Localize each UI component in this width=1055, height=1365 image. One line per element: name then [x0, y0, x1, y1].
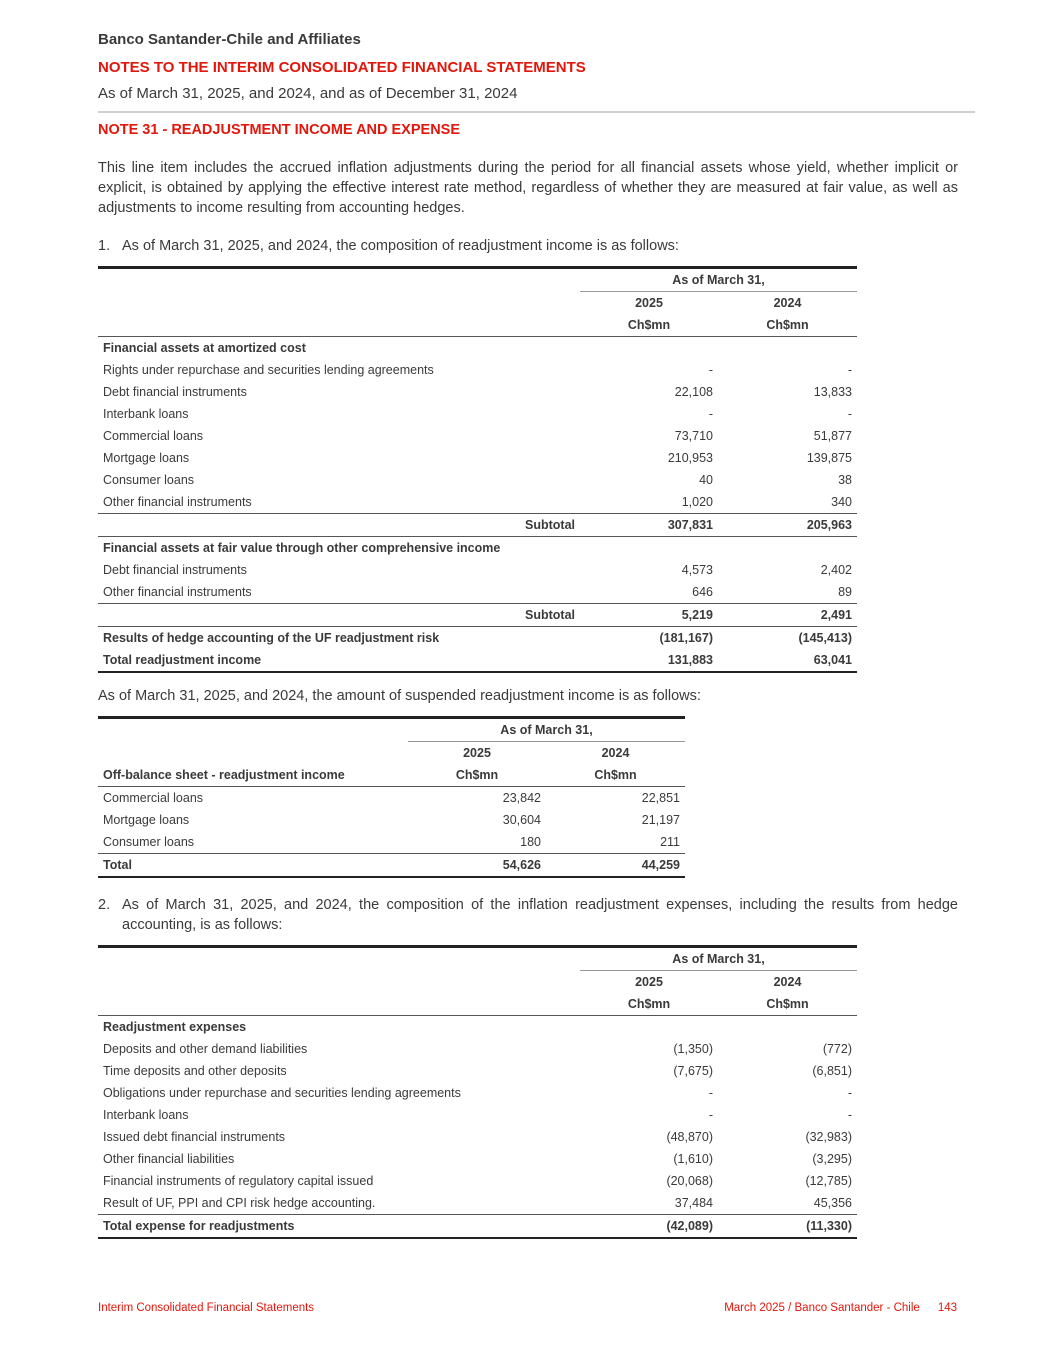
table-row: Other financial liabilities (1,610) (3,295): [103, 1152, 852, 1166]
unit-2024: Ch$mn: [546, 764, 685, 787]
company-name: Banco Santander-Chile and Affiliates: [98, 31, 361, 48]
section-header-row: [98, 537, 857, 560]
table-row: Time deposits and other deposits (7,675) (6,851): [103, 1064, 852, 1078]
section-label: Readjustment expenses: [103, 1020, 247, 1034]
table-row: Issued debt financial instruments (48,870) (32,983): [103, 1130, 852, 1144]
table-row: Financial instruments of regulatory capital issued (20,068) (12,785): [103, 1174, 852, 1188]
page-number: 143: [937, 1302, 957, 1314]
table-year-row: [98, 292, 857, 315]
list-text: As of March 31, 2025, and 2024, the composition of readjustment income is as follows:: [122, 238, 679, 254]
table-row: Interbank loans - -: [103, 1108, 852, 1122]
note-intro-paragraph: This line item includes the accrued inflation adjustments during the period for all financial assets whose yield, whether implicit or explicit, is obtained by applying the effective interest rate method, regardless of whether they are measured at fair value, as well as adjustments to income resulting from accounting hedges.: [98, 160, 958, 216]
suspended-income-table: [98, 716, 685, 878]
group-header: As of March 31,: [580, 947, 857, 971]
footer-document-title: Interim Consolidated Financial Statements: [98, 1302, 315, 1314]
table-row: Consumer loans 180 211: [98, 831, 685, 854]
unit-2025: Ch$mn: [580, 314, 718, 337]
total-row: Total expense for readjustments (42,089) (11,330): [98, 1215, 857, 1239]
list-item-1: [98, 236, 958, 256]
unit-2025: Ch$mn: [580, 993, 718, 1016]
table-row: Result of UF, PPI and CPI risk hedge accounting. 37,484 45,356: [98, 1192, 857, 1215]
readjustment-income-table: [98, 266, 857, 673]
table-group-header-row: [98, 718, 685, 742]
unit-2024: Ch$mn: [718, 314, 857, 337]
year-2024: 2024: [601, 746, 630, 760]
table-row: Obligations under repurchase and securities lending agreements - -: [103, 1086, 852, 1100]
table-row: Rights under repurchase and securities lending agreements - -: [103, 363, 852, 377]
table-row: Other financial instruments 646 89: [98, 581, 857, 604]
section-label: Financial assets at fair value through other comprehensive income: [103, 541, 501, 555]
group-header: As of March 31,: [408, 718, 685, 742]
table-year-row: [98, 971, 857, 994]
readjustment-expense-table: [98, 945, 857, 1239]
year-2024: 2024: [773, 975, 802, 989]
unit-2024: Ch$mn: [718, 993, 857, 1016]
section-header-row: [98, 337, 857, 360]
list-number: 1.: [98, 238, 111, 254]
table-row: Debt financial instruments 4,573 2,402: [103, 563, 852, 577]
year-2024: 2024: [773, 296, 802, 310]
table-row: Debt financial instruments 22,108 13,833: [103, 385, 852, 399]
table-group-header-row: [98, 947, 857, 971]
footer-publication: March 2025 / Banco Santander - Chile: [724, 1302, 920, 1314]
table-row: Other financial instruments 1,020 340: [98, 491, 857, 514]
table-row: Mortgage loans 30,604 21,197: [103, 813, 680, 827]
table-row: Consumer loans 40 38: [103, 473, 852, 487]
subtotal-row: Subtotal 307,831 205,963: [98, 514, 857, 537]
notes-title: NOTES TO THE INTERIM CONSOLIDATED FINANCIAL STATEMENTS: [98, 59, 586, 76]
header-divider: [98, 111, 975, 113]
note-title: NOTE 31 - READJUSTMENT INCOME AND EXPENSE: [98, 122, 461, 138]
section-header-row: [98, 1016, 857, 1039]
table-row: Commercial loans 73,710 51,877: [103, 429, 852, 443]
table-unit-row: [98, 993, 857, 1016]
footer-right: [724, 1302, 957, 1314]
total-row: Total readjustment income 131,883 63,041: [98, 649, 857, 672]
group-header: As of March 31,: [580, 268, 857, 292]
hedge-row: Results of hedge accounting of the UF readjustment risk (181,167) (145,413): [103, 631, 852, 645]
total-row: Total 54,626 44,259: [98, 854, 685, 878]
year-2025: 2025: [463, 746, 491, 760]
unit-2025: Ch$mn: [408, 764, 546, 787]
table-unit-row: [98, 764, 685, 787]
table-unit-row: [98, 314, 857, 337]
year-2025: 2025: [635, 975, 663, 989]
table-row: Commercial loans 23,842 22,851: [103, 791, 680, 805]
list-text: As of March 31, 2025, and 2024, the composition of the inflation readjustment expenses, including the results from hedge accounting, is as follows:: [122, 897, 958, 933]
table-row: Mortgage loans 210,953 139,875: [103, 451, 852, 465]
subtotal-row: Subtotal 5,219 2,491: [98, 604, 857, 627]
table-year-row: [98, 742, 685, 765]
table-row: Interbank loans - -: [103, 407, 852, 421]
section-label: Financial assets at amortized cost: [103, 341, 306, 355]
period-subtitle: As of March 31, 2025, and 2024, and as of December 31, 2024: [98, 85, 518, 102]
column-label-header: Off-balance sheet - readjustment income: [98, 764, 408, 787]
list-item-2: [98, 895, 958, 935]
table-row: Deposits and other demand liabilities (1,350) (772): [103, 1042, 852, 1056]
year-2025: 2025: [635, 296, 663, 310]
suspended-income-paragraph: As of March 31, 2025, and 2024, the amount of suspended readjustment income is as follows:: [98, 688, 701, 704]
table-group-header-row: [98, 268, 857, 292]
list-number: 2.: [98, 897, 111, 913]
